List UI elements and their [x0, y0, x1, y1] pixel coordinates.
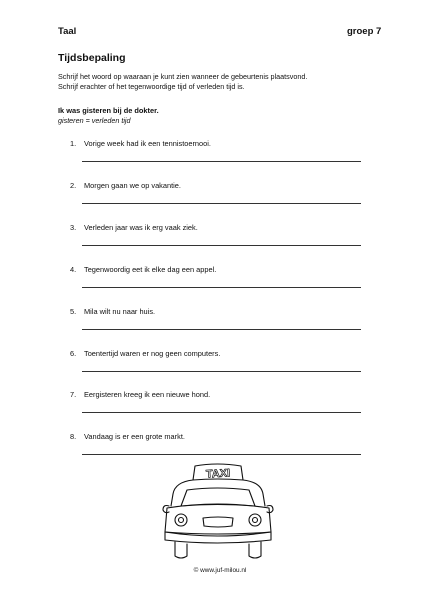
- answer-line[interactable]: [82, 371, 361, 372]
- instruction-line: Schrijf erachter of het tegenwoordige tijd of verleden tijd is.: [58, 82, 245, 91]
- header-group: groep 7: [347, 26, 382, 37]
- exercise-text: Vandaag is er een grote markt.: [84, 432, 185, 441]
- answer-line[interactable]: [82, 287, 361, 288]
- exercise-number: 2.: [70, 181, 77, 190]
- exercise-number: 6.: [70, 349, 77, 358]
- exercise-number: 5.: [70, 307, 77, 316]
- exercise-text: Toentertijd waren er nog geen computers.: [84, 349, 221, 358]
- exercise-number: 8.: [70, 432, 77, 441]
- worksheet-title: Tijdsbepaling: [58, 52, 126, 64]
- answer-line[interactable]: [82, 161, 361, 162]
- answer-line[interactable]: [82, 412, 361, 413]
- taxi-sign-label: TAXI: [205, 467, 231, 481]
- example-sentence: Ik was gisteren bij de dokter.: [58, 106, 159, 115]
- exercise-number: 7.: [70, 390, 77, 399]
- exercise-text: Tegenwoordig eet ik elke dag een appel.: [84, 265, 217, 274]
- exercise-text: Mila wilt nu naar huis.: [84, 307, 156, 316]
- exercise-text: Morgen gaan we op vakantie.: [84, 181, 181, 190]
- answer-line[interactable]: [82, 454, 361, 455]
- exercise-text: Verleden jaar was ik erg vaak ziek.: [84, 223, 198, 232]
- exercise-text: Eergisteren kreeg ik een nieuwe hond.: [84, 390, 211, 399]
- answer-line[interactable]: [82, 203, 361, 204]
- exercise-number: 1.: [70, 139, 77, 148]
- taxi-illustration: [157, 460, 279, 564]
- answer-line[interactable]: [82, 329, 361, 330]
- copyright-footer: © www.juf-milou.nl: [193, 567, 247, 574]
- instructions: [58, 72, 398, 92]
- exercise-text: Vorige week had ik een tennistoernooi.: [84, 139, 211, 148]
- instruction-line: Schrijf het woord op waaraan je kunt zien wanneer de gebeurtenis plaatsvond.: [58, 72, 308, 81]
- example-answer: gisteren = verleden tijd: [58, 116, 131, 125]
- answer-line[interactable]: [82, 245, 361, 246]
- header-subject: Taal: [58, 26, 77, 37]
- exercise-number: 4.: [70, 265, 77, 274]
- exercise-number: 3.: [70, 223, 77, 232]
